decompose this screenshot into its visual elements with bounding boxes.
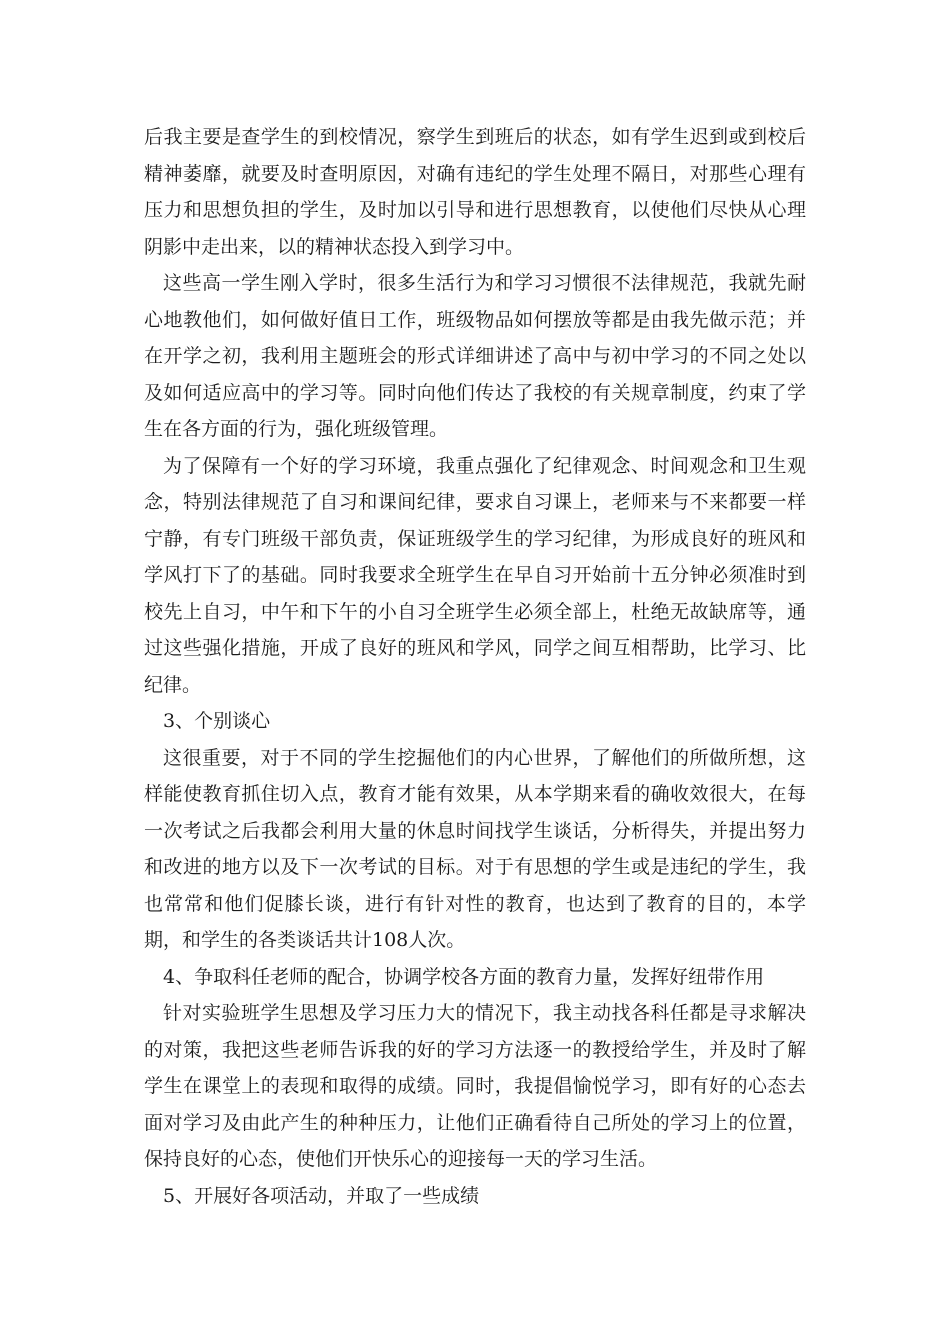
section-heading-4: 4、争取科任老师的配合，协调学校各方面的教育力量，发挥好纽带作用 [163, 965, 765, 988]
paragraph-1: 后我主要是查学生的到校情况，察学生到班后的状态，如有学生迟到或到校后精神萎靡，就要及时查明原因，对确有违纪的学生处理不隔日，对那些心理有压力和思想负担的学生，及时加以引导和进行思想教育，以使他们尽快从心理阴影中走出来，以的精神状态投入到学习中。 [144, 126, 806, 258]
document-body [144, 119, 806, 1214]
paragraph-5: 针对实验班学生思想及学习压力大的情况下，我主动找各科任都是寻求解决的对策，我把这些老师告诉我的好的学习方法逐一的教授给学生，并及时了解学生在课堂上的表现和取得的成绩。同时，我提倡愉悦学习，即有好的心态去面对学习及由此产生的种种压力，让他们正确看待自己所处的学习上的位置，保持良好的心态，使他们开快乐心的迎接每一天的学习生活。 [144, 1002, 806, 1170]
paragraph-2: 这些高一学生刚入学时，很多生活行为和学习习惯很不法律规范，我就先耐心地教他们，如何做好值日工作，班级物品如何摆放等都是由我先做示范；并在开学之初，我利用主题班会的形式详细讲述了高中与初中学习的不同之处以及如何适应高中的学习等。同时向他们传达了我校的有关规章制度，约束了学生在各方面的行为，强化班级管理。 [144, 272, 806, 440]
section-heading-3: 3、个别谈心 [163, 710, 271, 732]
paragraph-4: 这很重要，对于不同的学生挖掘他们的内心世界，了解他们的所做所想，这样能使教育抓住切入点，教育才能有效果，从本学期来看的确收效很大，在每一次考试之后我都会利用大量的休息时间找学生谈话，分析得失，并提出努力和改进的地方以及下一次考试的目标。对于有思想的学生或是违纪的学生，我也常常和他们促膝长谈，进行有针对性的教育，也达到了教育的目的，本学期，和学生的各类谈话共计108人次。 [144, 746, 806, 951]
paragraph-3: 为了保障有一个好的学习环境，我重点强化了纪律观念、时间观念和卫生观念，特别法律规范了自习和课间纪律，要求自习课上，老师来与不来都要一样宁静，有专门班级干部负责，保证班级学生的学习纪律，为形成良好的班风和学风打下了的基础。同时我要求全班学生在早自习开始前十五分钟必须准时到校先上自习，中午和下午的小自习全班学生必须全部上，杜绝无故缺席等，通过这些强化措施，开成了良好的班风和学风，同学之间互相帮助，比学习、比纪律。 [144, 454, 806, 696]
section-heading-5: 5、开展好各项活动，并取了一些成绩 [163, 1184, 480, 1207]
